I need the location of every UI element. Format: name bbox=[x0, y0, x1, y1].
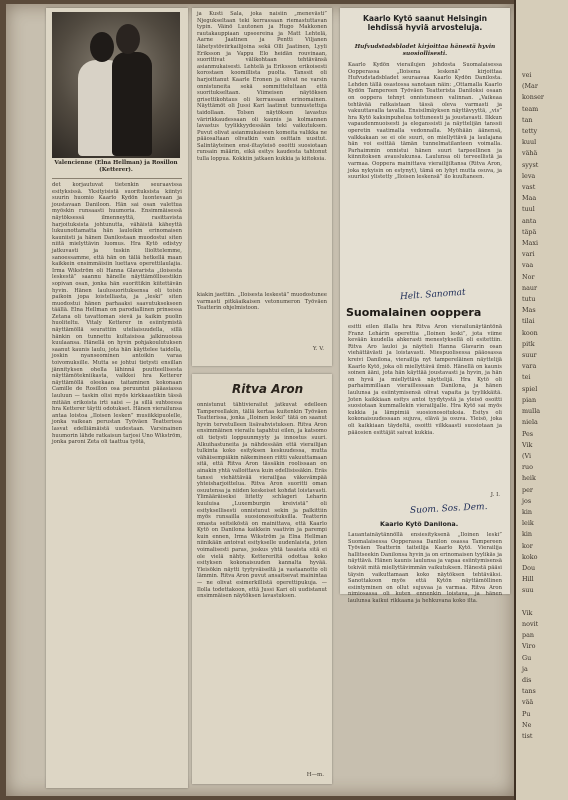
next-page-line: naur bbox=[522, 283, 538, 292]
next-page-line: novit bbox=[522, 619, 539, 628]
kyto-text-1: Kaarlo Kydön vierailujen johdosta Suomalaisessa Oopperassa „Iloisena leskenä” kirjoittaa Hufvudstadsbladet seuraavaa Kaarlo Kydön Danilosta. Lehden tällä osastossa sanotaan näin: „Ottamalla Kaarlo Kydön Tampereen Työväen Teatterista Daniloksi osaan on ooppera tehnyt onnistuneen valinnan. „Vaikeaa tehtävää ratkaistaan tässä oleva varmasti ja vakuuttavalla tavalla. Ensisilmäyksen näyttävyyttä, „vis” hra Kytö kaksinpuhelua tottuneesti ja joustavasti. Ilkkun vapaudenmuoisesti ja eleganssisti ja näyttelijän tanssii operetin vaatimalla vedonnalla. Myöhään äänensä, valkkakaan se ei ole suuri, on miellyttävä ja laulajana hän voi esittää tämän tunnelmatilanteen voimalla. Parhaimmin onnistui hänen suuri tarpeellinen ja kiinnitoksen avauslukunsa. Laulunsa oli terveellistä ja varmaa. Ooppera mainittava vierailijiltansa (Ritva Aron, joka nykyisin on estynyt), tämä on lyhyt mutta osuva, ja suuriksi ylistetty „Iloisen leskensä” ilo kuultaneen. bbox=[348, 62, 502, 181]
next-page-line: Hill bbox=[522, 575, 534, 584]
next-page-line: ruo bbox=[522, 463, 534, 472]
next-page-line: jos bbox=[522, 496, 532, 505]
ooppera-initials: J. I. bbox=[490, 492, 500, 498]
next-page-line: suur bbox=[522, 351, 537, 360]
divider bbox=[52, 178, 182, 179]
next-page-line: tutu bbox=[522, 295, 536, 304]
next-page-line: vast bbox=[522, 183, 536, 192]
next-page-line: täpä bbox=[522, 227, 537, 236]
ritva-aron-text: onnistunut tähtivierailut jatkuvat edelleen Tampereellakin, tällä kertaa kuitenkin Työväen Teatterissa, jonka „Iloinen leski” tätä on saanut hyvin tervetulleen lisävahvistuksen. Ritva Aron ensimmäinen vierailu tapahtui eilen, ja katsomo oli tietysti loppuunmyyty ja innostus suuri. Alkuihastuneita ja nähdessään että vierailijan tulkinta koko esityksen keskuudessa, mutta vähäisempiäkin näkemineen riitti vakuuttamaan sitä, että Ritva Aron tässäkin roolissaan on ainakin yhtä valloittava kuin edellisissäkin. Eräs tanssi viehättävää vierailijaa väkevämpää yhteisharjoittelua. Ritva Aron suoritti oman osuutensa ja niiden keskeiset kohdat loistavasti. Ylimääräiseksi liitetty schlageri Leharin kuuluisa „Luxemburgin kreivistä” oli esityksellisesti onnistunut sekin ja palkittiin myös runsailla suosionosoituksilla. Teatterin omasta seitsiköstä on mainittava, että Kaarlo Kytö on Danilona kaikkein vaativin ja parempi kuin ennen, Irma Wikström ja Elna Hellman niinikään antoivat esitykselle uudenlaista, joten voimalisesti paras, joskus yhtä tasaista sitä ei ole vielä nähty. Kettereriltä odottaa koko esityksen kokonaisuuden kannalta hyvää. Yleisökin näytti tyytyväiseltä ja vastaanotto oli lämmin. Ritva Aron puvut ansaitsevat mainintaa — ne olivat esimerkillistä operettipukuja. — Ilolla todettakoon, että Jussi Kari oli uudistanut ensimmäisen näytöksen lavastuksen. bbox=[197, 402, 327, 600]
next-page-line: Gu bbox=[522, 653, 532, 662]
kyto-clipping bbox=[340, 8, 510, 604]
photo-head-woman bbox=[90, 32, 114, 62]
next-page-line: konser bbox=[522, 93, 544, 102]
next-page-line: Dou bbox=[522, 563, 536, 572]
handwritten-source-2: Suom. Sos. Dem. bbox=[409, 501, 488, 517]
next-page-line: leik bbox=[522, 519, 534, 528]
next-page-line: Ne bbox=[522, 720, 532, 729]
next-page-line: tetty bbox=[522, 127, 538, 136]
next-page-line: tilai bbox=[522, 317, 535, 326]
next-page-line: (Mar bbox=[522, 82, 538, 91]
next-page-line: tan bbox=[522, 115, 533, 124]
ritva-aron-clipping bbox=[192, 374, 332, 784]
next-page-line: tans bbox=[522, 687, 536, 696]
next-page-line: pian bbox=[522, 395, 537, 404]
next-page-line: tuul bbox=[522, 205, 535, 214]
next-page-line: vara bbox=[522, 362, 537, 371]
next-page-line: Pes bbox=[522, 429, 534, 438]
next-page-line: ja bbox=[522, 664, 528, 673]
next-page-line: vähä bbox=[522, 149, 538, 158]
ritva-aron-signature: H—m. bbox=[306, 772, 324, 778]
review-text-2: ja Kusti Sala, joka naisiin „menevästi” Njegukseltaan teki kerrassaan riemastuttavan typin. Väinö Luutonen ja Hugo Makkonen rautakauppiaan upseereina ja Matt Lehtelä, Aarne Jaatinen ja Pentti Viljanen lähetystöviirkailijoina sekä Olli Jaatinen, Lyyli Eriksson ja Vappu Elo heidän rouvinaan, suorittivat välikohtaan tehtävänsä asianmukaisesti. Lehtelä ja Eriksson erikoisesti korostaen koomillista puolta. Tanssit oli harjoittanut Kaarle Eronen ja olivat ne varsin onnistuneita sekä sommittelultaan että suoritukseltaan. Viimeisen näytöksen grisettikohtaus oli kerrassaan erinomainen. Näyttämöt oli Jussi Kari laatinut tunnustettuja taidollaan. Tolsen näytöksen lavastus väririkkaudessaan oli kaunis ja kolmannen lavastus tyylikkyydessään teki vaikutuksen. Puvut olivat asianmukaiseen komeita valikka ne pääosaltaan olivatkin vain osittain uusitut. Salintäyteinen ensi-iltayleisö osoitti suosiotaan runsain määrin, eikä esitys kaudesta tahtonut tulla loppua. Kokkiin jatkaen kukkia ja kiitoksia. bbox=[197, 11, 327, 163]
next-page-line: per bbox=[522, 485, 533, 494]
review-text-1: det korjautuvat tietenkin seuraavissa esityksissä. Yksityisistä suorituksista kiintyi suurin huomio Kaarlo Kydön luontevaan ja joustavaan Daniloon. Hän sai osan valettua myöskin runsaasti huumoria. Ensimmäisessä näytöksessä ilmenneyttä, rasittavista harjoituksista johtunutta, vähäistä käheyttä lukuunottamatta hän lauloikin erinomaisen kauniisti ja hänen Danilostaan muodostui siten niitä mielyttävin luomus. Hra Kytö edistyy jatkuvasti ja tuskin lliolttelemme, sanoessamme, että hän on tällä hetkellä maan kaikkein ensimmäisiin luettava operettilaulajia. Irma Wikström oli Hanna Glavarista „iloisesta leskestä” saannu hänelle näyttämöllisestikin sopivan osan, jonka hän suorittikin kiitettävän hyvin. Hänen laulusuorituksensa oli toisin paikoin jopa loistelliasta, ja „leski” siten muodostui hänen parhaaksi saavutuksekseen täällä. Elna Hellman on parodiallinen prinsessa Zetana oli tavattoman sievä ja kaikin puolin huoliteltu. Vitaly Ketterer in esiintymistä näyttämöllä seurattiin uteliaisuudella, sillä hänkin on tunnettu kultaisissa jalkinuoissa kuulaansa. Hänellä on hyvin pohjakoulutuksen saanut kaunis laulu, jota hän käyttelee taidolla, joskin nyanseominen antoikin varaa toivomuksille. Mutta se johtui tietysti ensillan jännityksen ohella lähinnä puutteellisesta näyttämötekniikasta, valkkei hra Ketterer näyttämöllä oleekaan taitaminen kokonaan Camille de Rosillon osa peruuntui pääasiassa lauluun — taskin olisi myös kirkkaastikin tässä mitään erikoista irti saisi — ja sillä suhteessa hra Ketterer täytti odotukset. Hänen vierailunsa antaa loistoa „Iloisen lesken” musiikkipuolelle, jonka vaikean perustan Työväen Teatterissa lasvat edelliämäistä uudestaan. Varsinainen huumorin lähde ratkaisun tarjosi Uno Wikström, jonka paroni Zeta oli taattua työtä, bbox=[52, 182, 182, 446]
next-page-edge bbox=[514, 0, 568, 800]
ooppera-text: esitti eilen illalla hra Ritva Aron vierailunäytäntönä Franz Lehárin operettia „Iloinen leski”, jota viime kevään kuudella ahkerasti menestyksellä oli esitettiin. Ritva Aro lauloi ja näytteli Hanna Glavarin osan viehättävästi ja loistavasti. Miespuolisessa pääosassa kreivi Danilona, vierailija nyt tampereläinen näyttelijä Kaarlo Kytö, joka oli miellyttävä ilmiö. Hänellä on kaunis soinen ääni, jota hän käyttää joustavasti ja hyvin, ja hän on hyvä ja miellyttävä näyttelijä. Hra Kytö oli parhaimmillaan vieraillessaan Danilona, ja hänen laulunsa ja esiintymisensä olivat vapaita ja tyylikkäitä. Joten kaikkiaan esitys antoi tyydytystä ja yleisö osoitti suosiotaan kummallekin vierailijalle. Hra Kytö sai myös kukkia ja lämpimiä suosionosoituksia. Esitys oli kokonaisuudessaan sujuva, elävä ja osuva. Yleisö, joka oli kaikkiaan täydeltä, osoitti vilkkaasti suosiotaan ja pääosien esittäjät saivat kukkia. bbox=[348, 324, 502, 436]
next-page-line: anta bbox=[522, 216, 537, 225]
photo-figure-man bbox=[112, 52, 152, 156]
review-signature-2: Y. V. bbox=[312, 346, 324, 352]
ooppera-headline: Suomalainen ooppera bbox=[346, 306, 482, 319]
next-page-line: Maxi bbox=[522, 239, 539, 248]
next-page-text bbox=[522, 70, 566, 742]
theatre-photo bbox=[52, 12, 180, 158]
next-page-line: niela bbox=[522, 418, 538, 427]
photo-head-man bbox=[116, 24, 140, 54]
photo-caption: Valencienne (Elna Hellman) ja Rosillon (Ketterer). bbox=[54, 160, 178, 173]
next-page-line: koon bbox=[522, 328, 538, 337]
next-page-line: heik bbox=[522, 474, 536, 483]
next-page-line: Nor bbox=[522, 272, 535, 281]
next-page-line: Maa bbox=[522, 194, 537, 203]
kyto-subhead: Hufvudstadsbladet kirjoittaa hänestä hyvin suosiollisesti. bbox=[354, 44, 496, 57]
review-clipping-1 bbox=[46, 8, 188, 788]
next-page-line: suu bbox=[522, 586, 534, 595]
next-page-line: tei bbox=[522, 373, 531, 382]
kyto-headline: Kaarlo Kytö saanut Helsingin lehdissä hyviä arvosteluja. bbox=[362, 14, 488, 32]
next-page-line: pan bbox=[522, 631, 535, 640]
next-page-line: mulla bbox=[522, 407, 541, 416]
next-page-line: Mas bbox=[522, 306, 536, 315]
next-page-line: team bbox=[522, 104, 539, 113]
next-page-line: kuul bbox=[522, 138, 537, 147]
handwritten-source-1: Helt. Sanomat bbox=[399, 287, 466, 303]
scrapbook-page bbox=[6, 4, 514, 796]
next-page-line: tist bbox=[522, 731, 533, 740]
next-page-line: kor bbox=[522, 541, 533, 550]
next-page-line: (Vi bbox=[522, 451, 532, 460]
next-page-line: Vik bbox=[522, 440, 533, 449]
next-page-line: Pu bbox=[522, 709, 531, 718]
review-text-2-end: kiakin jaettiin. „Iloisesta leskestä” muodostunee varmasti pitkäaikaisen vetonumeron Työväen Teatterin ohjelmistoon. bbox=[197, 292, 327, 312]
review-clipping-2 bbox=[192, 8, 332, 366]
next-page-line: dis bbox=[522, 675, 532, 684]
next-page-line: spiel bbox=[522, 384, 538, 393]
kyto-danilona-headline: Kaarlo Kytö Danilona. bbox=[380, 520, 459, 528]
next-page-line: vei bbox=[522, 71, 532, 79]
next-page-line: syyst bbox=[522, 160, 539, 169]
next-page-line: pitk bbox=[522, 339, 535, 348]
next-page-line: leva bbox=[522, 171, 536, 180]
ritva-aron-headline: Ritva Aron bbox=[232, 382, 304, 396]
next-page-line: Viro bbox=[522, 642, 536, 651]
kyto-danilona-text: Lauantainäytännöllä ensiesityksenä „Iloinen leski” Suomalaisessa Oopperassa Danilon osassa Tampereen Työväen Teatterin taiteilija Kaarlo Kytö. Vierailija hallitseekin Danilonsa hyvin ja on erinomaisen tyylikäs ja näyttävä. Hänen kaunis laulunsa ja vapaa esiintymisensä tekivät mitä miellyttävimmän vaikutuksen. Hänestä pääsi täysin vaikuttamaan koko näytöksen tehtäväksi. Sanottakoon myös että Kytön näyttämöllinen esiintyminen on ollut sujuvaa ja varmaa. Ritva Aron nimiosassa oli kuten ennenkin loistava, ja hänen laulunsa kaikui rikkaana ja hehkuvana koko ilta. bbox=[348, 532, 502, 604]
next-page-line bbox=[522, 597, 566, 608]
next-page-line: vää bbox=[522, 698, 534, 707]
next-page-line: vari bbox=[522, 250, 535, 259]
next-page-line: Vik bbox=[522, 608, 533, 617]
next-page-line: vaa bbox=[522, 261, 534, 270]
next-page-line: kin bbox=[522, 507, 533, 516]
next-page-line: kin bbox=[522, 530, 533, 539]
next-page-line: koko bbox=[522, 552, 538, 561]
